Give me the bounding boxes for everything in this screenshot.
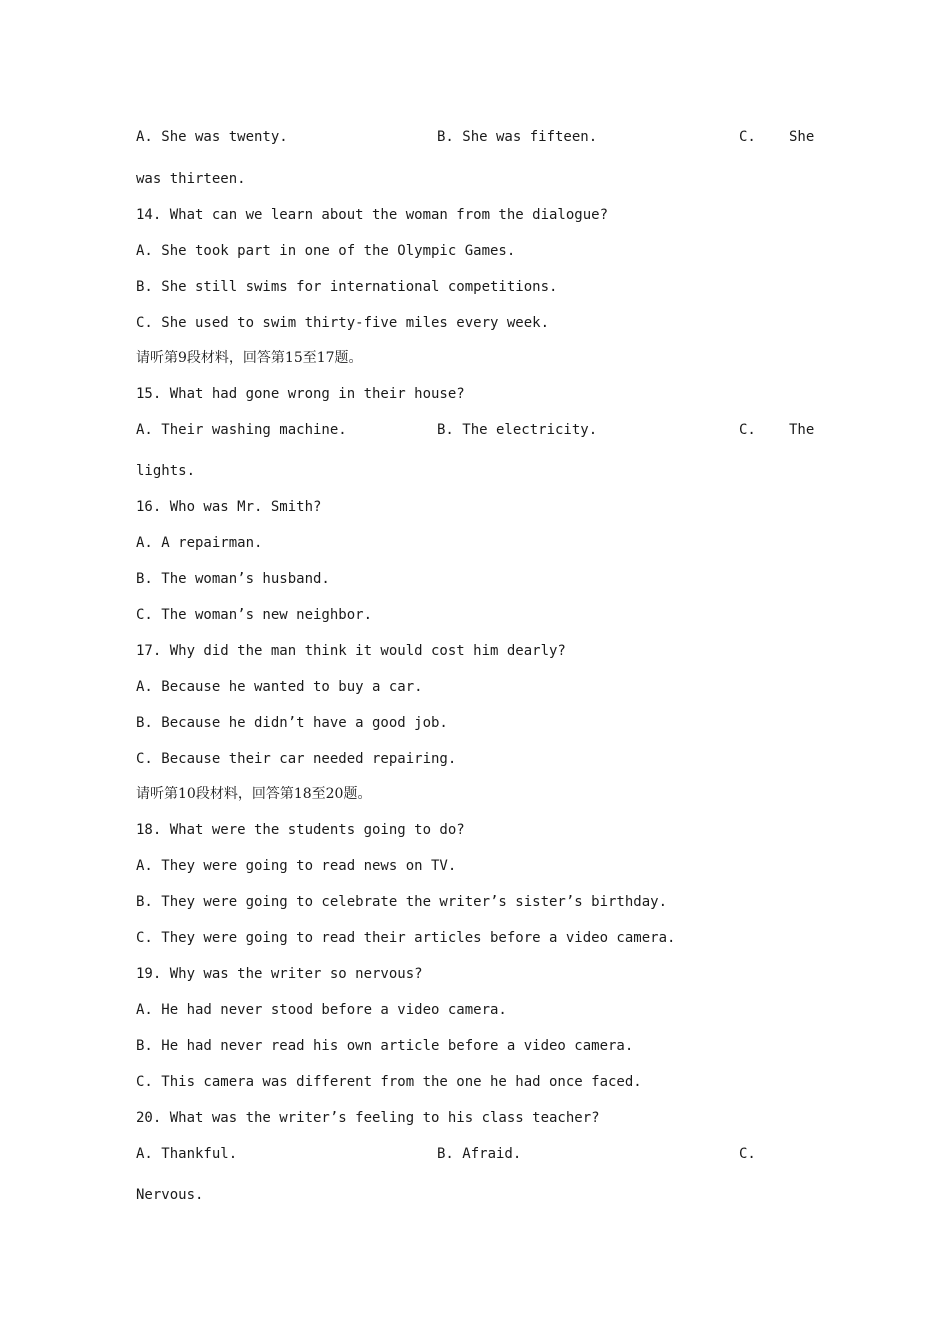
q17-option-a: A. Because he wanted to buy a car. — [136, 679, 423, 695]
q20-option-a: A. Thankful. — [136, 1146, 238, 1162]
q20-option-c-continuation: Nervous. — [136, 1187, 204, 1203]
q13-option-c-continuation: was thirteen. — [136, 171, 246, 187]
q13-option-c-label: C. — [739, 129, 756, 145]
q15-option-c-label: C. — [739, 422, 756, 438]
q14-option-b: B. She still swims for international competitions. — [136, 279, 558, 295]
q15-option-a: A. Their washing machine. — [136, 422, 347, 438]
q13-option-a: A. She was twenty. — [136, 129, 288, 145]
q18-option-c: C. They were going to read their articles before a video camera. — [136, 930, 676, 946]
q13-option-b: B. She was fifteen. — [437, 129, 598, 145]
section-10-instruction: 请听第10段材料，回答第18至20题。 — [136, 786, 372, 802]
section-9-instruction: 请听第9段材料，回答第15至17题。 — [136, 350, 363, 366]
q16-question: 16. Who was Mr. Smith? — [136, 499, 322, 515]
q15-option-b: B. The electricity. — [437, 422, 598, 438]
q19-question: 19. Why was the writer so nervous? — [136, 966, 423, 982]
q17-option-b: B. Because he didn’t have a good job. — [136, 715, 448, 731]
q14-option-c: C. She used to swim thirty-five miles every week. — [136, 315, 550, 331]
q18-option-b: B. They were going to celebrate the writer’s sister’s birthday. — [136, 894, 668, 910]
q18-question: 18. What were the students going to do? — [136, 822, 465, 838]
q19-option-a: A. He had never stood before a video camera. — [136, 1002, 507, 1018]
q16-option-b: B. The woman’s husband. — [136, 571, 330, 587]
q14-option-a: A. She took part in one of the Olympic Games. — [136, 243, 516, 259]
q15-question: 15. What had gone wrong in their house? — [136, 386, 465, 402]
q20-option-c-label: C. — [739, 1146, 756, 1162]
q19-option-c: C. This camera was different from the one he had once faced. — [136, 1074, 642, 1090]
q15-option-c-word: The — [789, 422, 815, 438]
q17-option-c: C. Because their car needed repairing. — [136, 751, 457, 767]
q16-option-a: A. A repairman. — [136, 535, 263, 551]
q17-question: 17. Why did the man think it would cost him dearly? — [136, 643, 566, 659]
q19-option-b: B. He had never read his own article before a video camera. — [136, 1038, 634, 1054]
q20-question: 20. What was the writer’s feeling to his class teacher? — [136, 1110, 600, 1126]
q13-option-c-word: She — [789, 129, 815, 145]
q20-option-b: B. Afraid. — [437, 1146, 522, 1162]
q18-option-a: A. They were going to read news on TV. — [136, 858, 457, 874]
q16-option-c: C. The woman’s new neighbor. — [136, 607, 373, 623]
q15-option-c-continuation: lights. — [136, 463, 196, 479]
q14-question: 14. What can we learn about the woman from the dialogue? — [136, 207, 609, 223]
